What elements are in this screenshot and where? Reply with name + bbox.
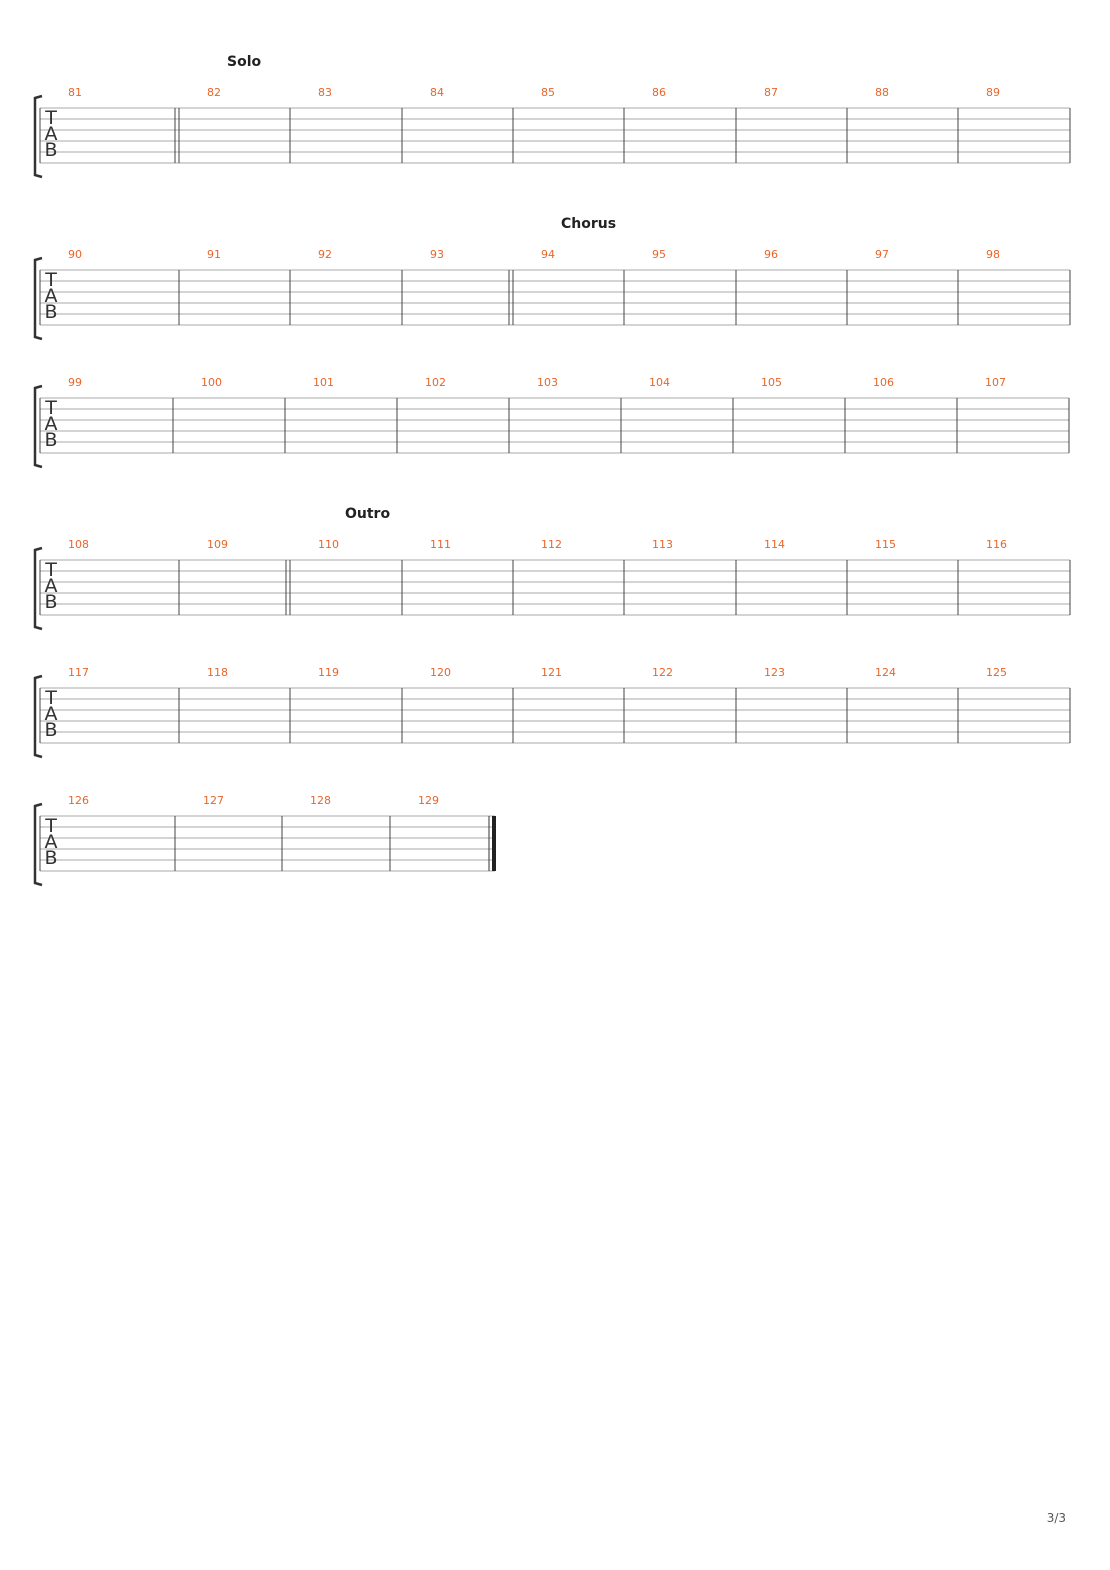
bar-number: 110: [318, 538, 339, 551]
bar-number: 91: [207, 248, 221, 261]
bar-number: 99: [68, 376, 82, 389]
tab-clef-letter: B: [44, 139, 58, 161]
tab-clef-letter: A: [44, 285, 58, 307]
bar-number: 114: [764, 538, 785, 551]
bar-number: 113: [652, 538, 673, 551]
bar-number: 96: [764, 248, 778, 261]
bar-number: 101: [313, 376, 334, 389]
bar-number: 125: [986, 666, 1007, 679]
tab-clef-letter: T: [45, 397, 57, 419]
tab-clef-letter: B: [44, 847, 58, 869]
bar-number: 102: [425, 376, 446, 389]
bar-number: 95: [652, 248, 666, 261]
tab-clef-letter: A: [44, 703, 58, 725]
bar-number: 112: [541, 538, 562, 551]
bar-number: 81: [68, 86, 82, 99]
tab-staff: [0, 94, 1080, 179]
bar-number: 129: [418, 794, 439, 807]
bar-number: 100: [201, 376, 222, 389]
tab-clef-letter: B: [44, 301, 58, 323]
tab-clef-letter: T: [45, 269, 57, 291]
bar-number: 108: [68, 538, 89, 551]
bar-number: 87: [764, 86, 778, 99]
tab-clef-letter: B: [44, 429, 58, 451]
bar-number: 103: [537, 376, 558, 389]
bar-number: 117: [68, 666, 89, 679]
bar-number: 116: [986, 538, 1007, 551]
final-barline-thick: [492, 816, 496, 871]
bar-number: 119: [318, 666, 339, 679]
bar-number: 92: [318, 248, 332, 261]
bar-number: 105: [761, 376, 782, 389]
bar-number: 106: [873, 376, 894, 389]
bar-number: 123: [764, 666, 785, 679]
bar-number: 118: [207, 666, 228, 679]
bar-number: 82: [207, 86, 221, 99]
bar-number: 126: [68, 794, 89, 807]
bar-number: 121: [541, 666, 562, 679]
bar-number: 85: [541, 86, 555, 99]
bar-number: 111: [430, 538, 451, 551]
tab-staff: [0, 384, 1079, 469]
section-label-chorus: Chorus: [561, 216, 617, 232]
bar-number: 86: [652, 86, 666, 99]
section-label-outro: Outro: [345, 506, 391, 522]
bar-number: 98: [986, 248, 1000, 261]
bar-number: 107: [985, 376, 1006, 389]
bar-number: 90: [68, 248, 82, 261]
tab-clef-letter: A: [44, 123, 58, 145]
bar-number: 93: [430, 248, 444, 261]
bar-number: 97: [875, 248, 889, 261]
tab-clef-letter: A: [44, 413, 58, 435]
bar-number: 89: [986, 86, 1000, 99]
tab-staff: [0, 546, 1080, 631]
page-number: 3/3: [1046, 1511, 1066, 1525]
bar-number: 88: [875, 86, 889, 99]
section-label-solo: Solo: [227, 54, 262, 70]
tab-clef-letter: T: [45, 687, 57, 709]
bar-number: 124: [875, 666, 896, 679]
tab-clef-letter: A: [44, 575, 58, 597]
bar-number: 128: [310, 794, 331, 807]
bar-number: 84: [430, 86, 444, 99]
tab-staff: [0, 802, 505, 887]
bar-number: 115: [875, 538, 896, 551]
tab-staff: [0, 674, 1080, 759]
tab-clef-letter: B: [44, 719, 58, 741]
tab-clef-letter: A: [44, 831, 58, 853]
tab-clef-letter: T: [45, 107, 57, 129]
bar-number: 94: [541, 248, 555, 261]
bar-number: 122: [652, 666, 673, 679]
tab-staff: [0, 256, 1080, 341]
bar-number: 120: [430, 666, 451, 679]
tab-clef-letter: B: [44, 591, 58, 613]
bar-number: 104: [649, 376, 670, 389]
bar-number: 83: [318, 86, 332, 99]
tab-clef-letter: T: [45, 559, 57, 581]
bar-number: 109: [207, 538, 228, 551]
bar-number: 127: [203, 794, 224, 807]
tab-clef-letter: T: [45, 815, 57, 837]
